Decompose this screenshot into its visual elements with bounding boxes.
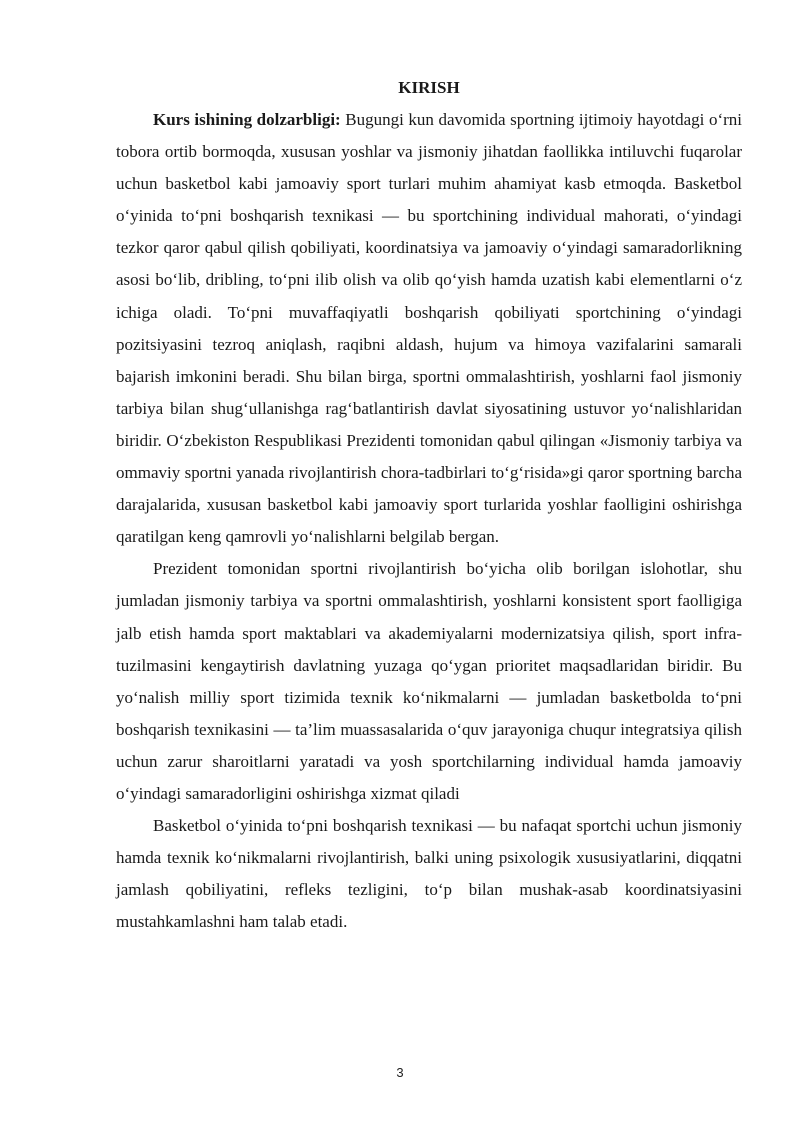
page-number: 3	[396, 1065, 404, 1080]
paragraph-lead: Kurs ishining dolzarbligi:	[153, 110, 341, 129]
section-heading: KIRISH	[398, 78, 460, 97]
paragraph-reforms: Prezident tomonidan sportni rivojlantirish bo‘yicha olib borilgan islohotlar, shu jumladan jismoniy tarbiya va sportni ommalashtirish, yoshlarni konsistent sport faolligiga jalb etish hamda sport maktablari va akademiyalarni modernizatsiya qilish, sport infra-tuzilmasini kengaytirish davlatning yuzaga qo‘ygan prioritet maqsadlaridan biridir. Bu yo‘nalish milliy sport tizimida texnik ko‘nikmalarni — jumladan basketbolda to‘pni boshqarish texnikasini — ta’lim muassasalarida o‘quv jarayoniga chuqur integratsiya qilish uchun zarur sharoitlarni yaratadi va yosh sportchilarning individual hamda jamoaviy o‘yindagi samaradorligini oshirishga xizmat qiladi	[116, 559, 742, 803]
paragraph-technique: Basketbol o‘yinida to‘pni boshqarish texnikasi — bu nafaqat sportchi uchun jismoniy hamda texnik ko‘nikmalarni rivojlantirish, balki uning psixologik xususiyatlarini, diqqatni jamlash qobiliyatini, refleks tezligini, to‘p bilan mushak-asab koordinatsiyasini mustahkamlashni ham talab etadi.	[116, 816, 742, 932]
paragraph-text: Bugungi kun davomida sportning ijtimoiy hayotdagi o‘rni tobora ortib bormoqda, xususan yoshlar va jismoniy jihatdan faollikka intiluvchi fuqarolar uchun basketbol kabi jamoaviy sport turlari muhim ahamiyat kasb etmoqda. Basketbol o‘yinida to‘pni boshqarish texnikasi — bu sportchining individual mahorati, o‘yindagi tezkor qaror qabul qilish qobiliyati, koordinatsiya va jamoaviy o‘yindagi samaradorlikning asosi bo‘lib, dribling, to‘pni ilib olish va olib qo‘yish hamda uzatish kabi elementlarni o‘z ichiga oladi. To‘pni muvaffaqiyatli boshqarish qobiliyati sportchining o‘yindagi pozitsiyasini tezroq aniqlash, raqibni aldash, hujum va himoya vazifalarini samarali bajarish imkonini beradi. Shu bilan birga, sportni ommalashtirish, yoshlarni faol jismoniy tarbiya bilan shug‘ullanishga rag‘batlantirish davlat siyosatining ustuvor yo‘nalishlaridan biridir. O‘zbekiston Respublikasi Prezidenti tomonidan qabul qilingan «Jismoniy tarbiya va ommaviy sportni yanada rivojlantirish chora-tadbirlari to‘g‘risida»gi qaror sportning barcha darajalarida, xususan basketbol kabi jamoaviy sport turlarida yoshlar faolligini oshirishga qaratilgan keng qamrovli yo‘nalishlarni belgilab bergan.	[116, 110, 742, 547]
document-page	[116, 74, 742, 938]
paragraph-relevance	[116, 104, 742, 553]
